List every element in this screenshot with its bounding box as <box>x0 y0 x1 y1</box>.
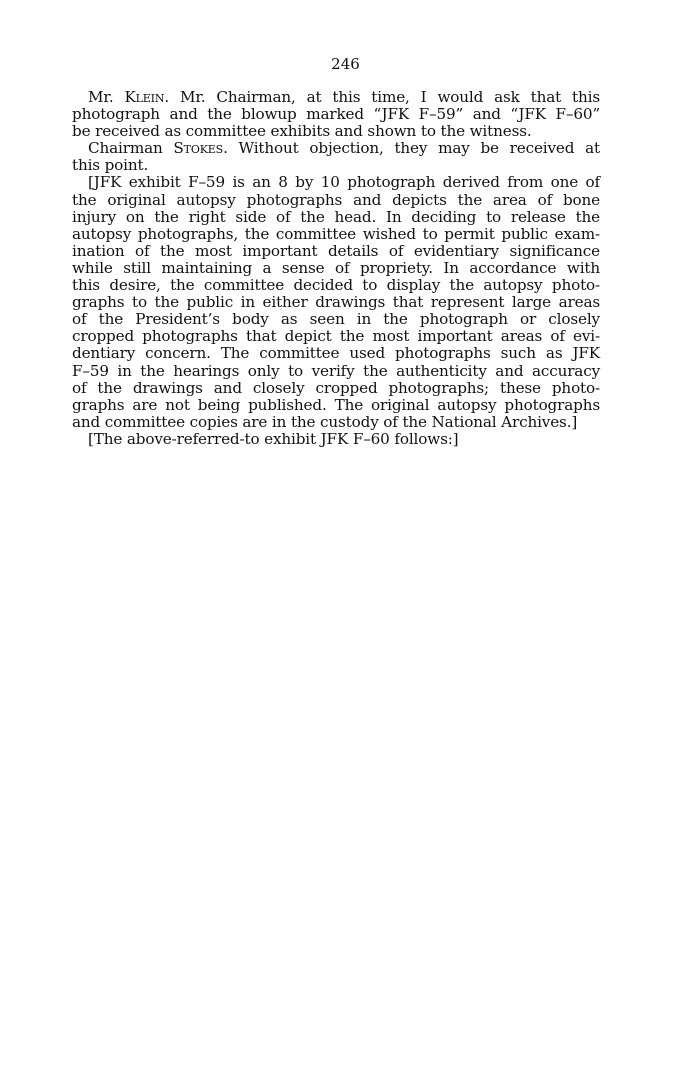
speaker-name: Stokes <box>173 139 224 158</box>
text-segment: the original autopsy photographs and depicts the area of bone <box>72 190 600 209</box>
text-segment: photograph and the blowup marked “JFK F–59” and “JFK F–60” <box>72 105 600 124</box>
text-line <box>72 414 600 431</box>
text-segment: Chairman <box>88 139 174 158</box>
text-line <box>72 328 600 345</box>
text-segment: cropped photographs that depict the most important areas of evi- <box>72 327 600 346</box>
speaker-name: Klein <box>124 88 165 106</box>
text-segment: dentiary concern. The committee used photographs such as JFK <box>72 344 600 363</box>
text-segment: while still maintaining a sense of propriety. In accordance with <box>72 258 600 277</box>
paragraph <box>72 174 600 430</box>
text-segment: ination of the most important details of evidentiary significance <box>72 241 600 260</box>
text-segment: graphs to the public in either drawings that represent large areas <box>72 293 600 312</box>
document-body <box>72 89 600 448</box>
text-segment: of the drawings and closely cropped photographs; these photo- <box>72 378 600 397</box>
text-segment: autopsy photographs, the committee wished to permit public exam- <box>72 224 600 243</box>
text-line <box>72 294 600 311</box>
text-segment: of the President’s body as seen in the photograph or closely <box>72 310 600 329</box>
text-line <box>72 260 600 277</box>
text-line <box>72 311 600 328</box>
text-line <box>72 277 600 294</box>
text-segment: this point. <box>72 156 149 175</box>
text-line <box>72 243 600 260</box>
text-line <box>72 397 600 414</box>
text-segment: be received as committee exhibits and shown to the witness. <box>72 122 532 141</box>
text-line <box>72 192 600 209</box>
text-line <box>72 209 600 226</box>
text-segment: . Without objection, they may be received at <box>223 139 600 158</box>
text-segment: injury on the right side of the head. In deciding to release the <box>72 207 600 226</box>
text-segment: and committee copies are in the custody of the National Archives.] <box>72 412 578 431</box>
text-line <box>72 380 600 397</box>
paragraph <box>72 431 600 448</box>
text-line <box>72 157 600 174</box>
text-line <box>72 89 600 106</box>
text-line <box>72 140 600 157</box>
text-segment: [JFK exhibit F–59 is an 8 by 10 photograph derived from one of <box>88 173 600 192</box>
text-segment: F–59 in the hearings only to verify the authenticity and accuracy <box>72 361 600 380</box>
text-line <box>72 431 600 448</box>
text-line <box>72 123 600 140</box>
text-line <box>72 106 600 123</box>
text-segment: graphs are not being published. The original autopsy photographs <box>72 395 600 414</box>
text-segment: Mr. <box>88 88 125 106</box>
text-segment: [The above-referred-to exhibit JFK F–60 follows:] <box>88 429 459 448</box>
paragraph <box>72 140 600 174</box>
page-number: 246 <box>331 55 360 73</box>
text-line <box>72 363 600 380</box>
text-line <box>72 226 600 243</box>
text-segment: this desire, the committee decided to display the autopsy photo- <box>72 276 600 295</box>
text-segment: . Mr. Chairman, at this time, I would ask that this <box>164 88 600 106</box>
text-line <box>72 345 600 362</box>
text-line <box>72 174 600 191</box>
paragraph <box>72 89 600 140</box>
